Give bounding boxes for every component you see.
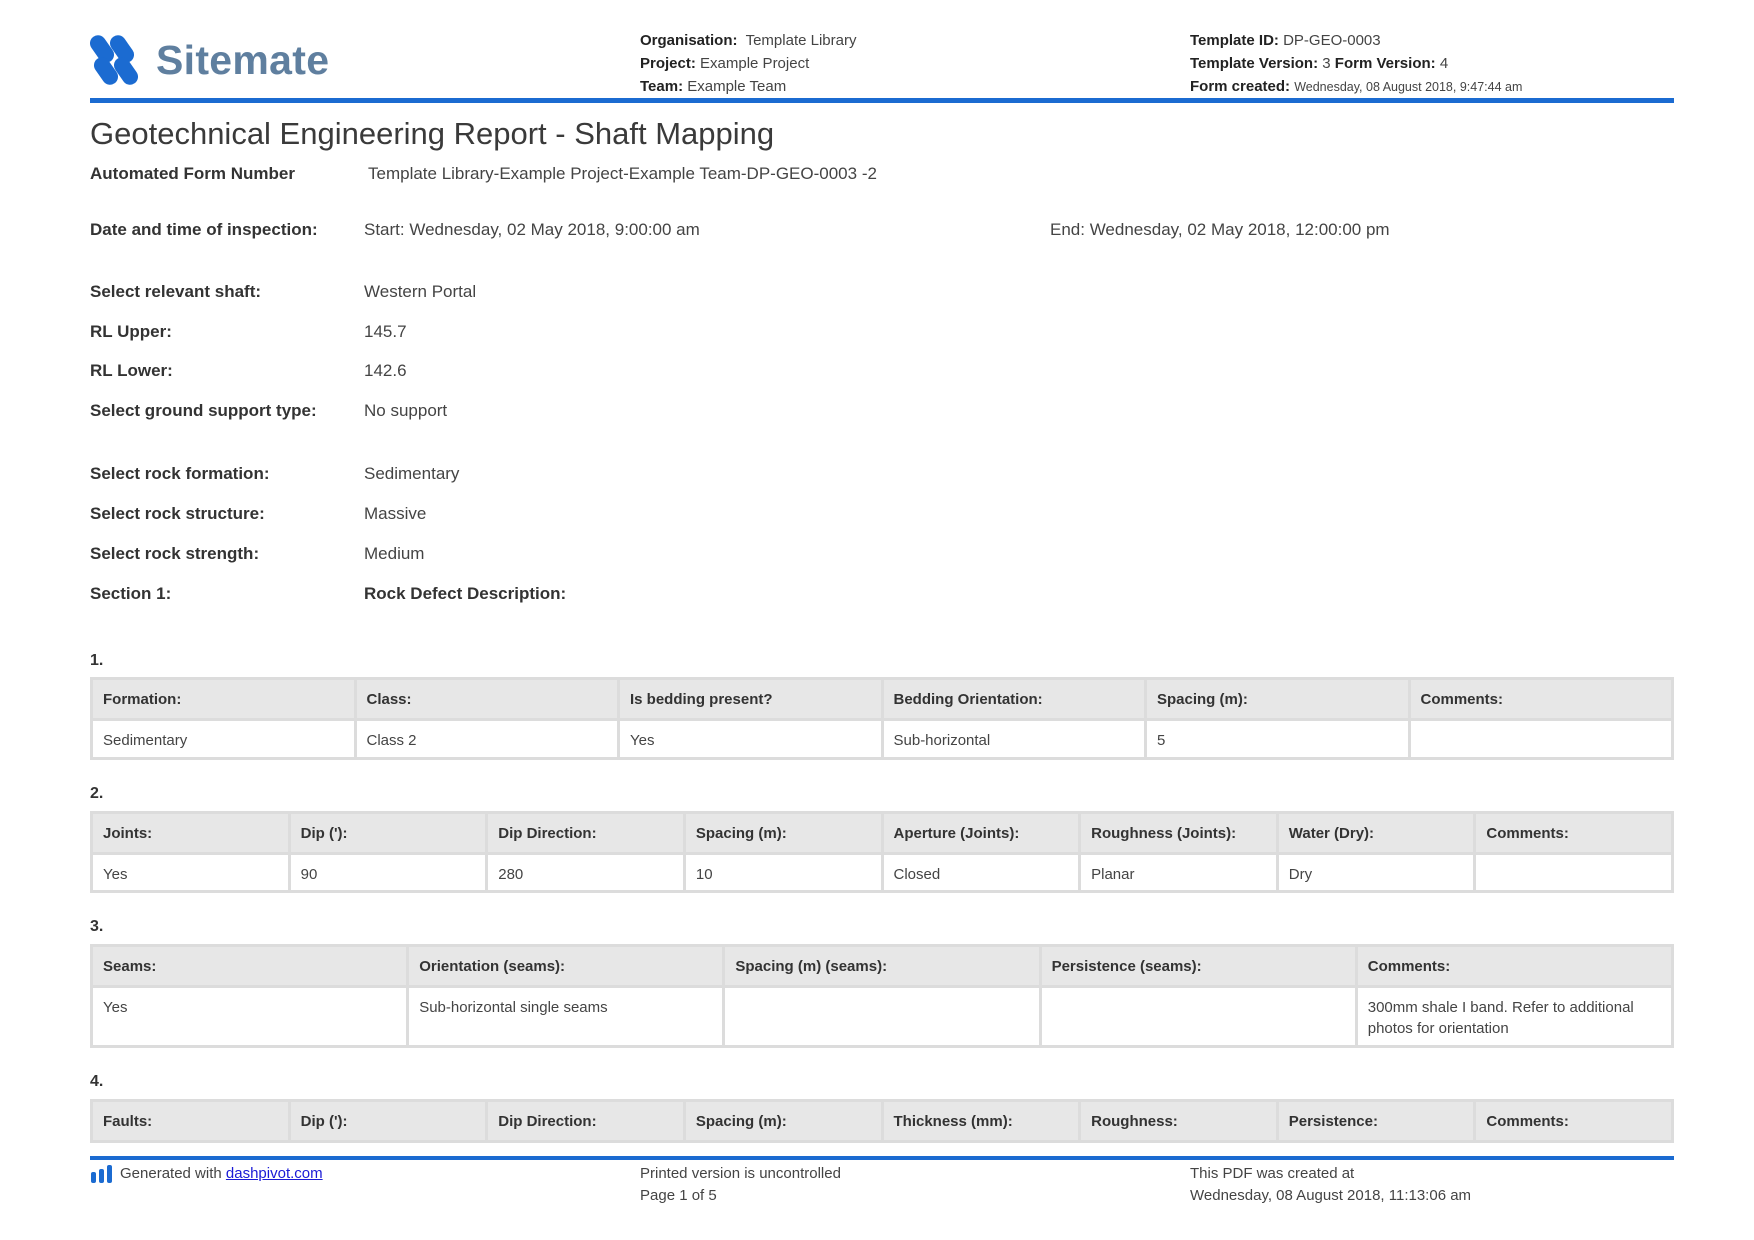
column-header: Spacing (m): — [684, 1101, 882, 1142]
field-label: Automated Form Number — [90, 164, 295, 183]
team-label: Team: — [640, 78, 684, 95]
report-page — [90, 0, 1674, 1240]
column-header: Roughness: — [1080, 1101, 1278, 1142]
organisation-value: Template Library — [745, 32, 857, 49]
table-cell: Dry — [1277, 854, 1475, 892]
table-cell: 300mm shale I band. Refer to additional photos for orientation — [1356, 987, 1672, 1047]
header-meta-template — [1190, 29, 1522, 99]
created-label: This PDF was created at — [1190, 1165, 1355, 1182]
table-cell: Planar — [1080, 854, 1278, 892]
uncontrolled-note: Printed version is uncontrolled — [640, 1165, 841, 1182]
field-value: Template Library-Example Project-Example Team-DP-GEO-0003 -2 — [368, 164, 877, 183]
field-label: Select relevant shaft: — [90, 282, 262, 301]
project-value: Example Project — [700, 55, 810, 72]
generated-prefix: Generated with — [120, 1165, 222, 1182]
sitemate-logo-icon — [90, 30, 138, 90]
table-cell — [1040, 987, 1356, 1047]
field-value: 145.7 — [364, 322, 407, 341]
footer-uncontrolled — [640, 1163, 841, 1207]
field-label: RL Lower: — [90, 361, 173, 380]
column-header: Comments: — [1356, 946, 1672, 987]
field-value: 142.6 — [364, 361, 407, 380]
table-cell: 5 — [1146, 720, 1410, 759]
table-header-row — [92, 813, 1673, 854]
field-label: RL Upper: — [90, 322, 172, 341]
field-value: Massive — [364, 504, 427, 523]
table-bedding — [90, 677, 1674, 760]
table-cell — [724, 987, 1040, 1047]
template-id-value: DP-GEO-0003 — [1283, 32, 1381, 49]
sitemate-logo — [90, 30, 329, 90]
table-cell: 280 — [487, 854, 685, 892]
column-header: Spacing (m) (seams): — [724, 946, 1040, 987]
field-label: Section 1: — [90, 584, 172, 603]
template-version-value: 3 — [1322, 55, 1331, 72]
table-cell: 10 — [684, 854, 882, 892]
organisation-label: Organisation: — [640, 32, 738, 49]
table-cell — [1475, 854, 1673, 892]
form-version-value: 4 — [1439, 55, 1449, 72]
column-header: Thickness (mm): — [882, 1101, 1080, 1142]
brand-name: Sitemate — [156, 36, 330, 83]
table-cell: Closed — [882, 854, 1080, 892]
field-label: Select ground support type: — [90, 401, 317, 420]
table-faults — [90, 1099, 1674, 1143]
column-header: Orientation (seams): — [408, 946, 724, 987]
column-header: Water (Dry): — [1277, 813, 1475, 854]
column-header: Dip Direction: — [487, 1101, 685, 1142]
field-value-start: Start: Wednesday, 02 May 2018, 9:00:00 am — [364, 220, 700, 239]
column-header: Persistence (seams): — [1040, 946, 1356, 987]
template-id-label: Template ID: — [1190, 32, 1279, 49]
column-header: Roughness (Joints): — [1080, 813, 1278, 854]
column-header: Comments: — [1475, 1101, 1673, 1142]
page-title: Geotechnical Engineering Report - Shaft Mapping — [90, 116, 775, 151]
column-header: Faults: — [92, 1101, 290, 1142]
table-cell: 90 — [289, 854, 487, 892]
table-cell: Sub-horizontal — [882, 720, 1146, 759]
field-value: Medium — [364, 544, 425, 563]
team-value: Example Team — [687, 78, 787, 95]
field-value-end: End: Wednesday, 02 May 2018, 12:00:00 pm — [1050, 220, 1390, 239]
column-header: Spacing (m): — [1146, 679, 1410, 720]
section-number: 2. — [90, 785, 104, 802]
header-meta-org — [640, 29, 856, 98]
table-cell: Class 2 — [355, 720, 619, 759]
field-label: Select rock formation: — [90, 464, 270, 483]
table-row — [92, 854, 1673, 892]
section-heading: Rock Defect Description: — [364, 584, 567, 603]
column-header: Bedding Orientation: — [882, 679, 1146, 720]
header-divider — [90, 98, 1674, 103]
column-header: Dip ('): — [289, 1101, 487, 1142]
table-cell: Sub-horizontal single seams — [408, 987, 724, 1047]
field-label: Date and time of inspection: — [90, 220, 318, 239]
field-label: Select rock structure: — [90, 504, 265, 523]
form-created-label: Form created: — [1190, 78, 1291, 95]
section-number: 4. — [90, 1073, 104, 1090]
table-seams — [90, 944, 1674, 1048]
template-version-label: Template Version: — [1190, 55, 1319, 72]
column-header: Dip ('): — [289, 813, 487, 854]
table-cell: Yes — [92, 987, 408, 1047]
section-number: 1. — [90, 652, 104, 669]
field-label: Select rock strength: — [90, 544, 260, 563]
column-header: Comments: — [1475, 813, 1673, 854]
table-header-row — [92, 946, 1673, 987]
column-header: Comments: — [1409, 679, 1673, 720]
footer-divider — [90, 1156, 1674, 1160]
table-cell: Yes — [619, 720, 883, 759]
table-row — [92, 987, 1673, 1047]
table-joints — [90, 811, 1674, 893]
column-header: Dip Direction: — [487, 813, 685, 854]
table-cell: Sedimentary — [92, 720, 356, 759]
column-header: Spacing (m): — [684, 813, 882, 854]
column-header: Formation: — [92, 679, 356, 720]
table-header-row — [92, 1101, 1673, 1142]
project-label: Project: — [640, 55, 696, 72]
field-value: No support — [364, 401, 448, 420]
field-value: Sedimentary — [364, 464, 460, 483]
column-header: Is bedding present? — [619, 679, 883, 720]
page-number: Page 1 of 5 — [640, 1187, 717, 1204]
field-value: Western Portal — [364, 282, 477, 301]
column-header: Aperture (Joints): — [882, 813, 1080, 854]
form-created-value: Wednesday, 08 August 2018, 9:47:44 am — [1294, 80, 1523, 94]
dashpivot-link[interactable]: dashpivot.com — [225, 1165, 323, 1182]
table-cell — [1409, 720, 1673, 759]
dashpivot-icon — [90, 1164, 114, 1184]
section-number: 3. — [90, 918, 104, 935]
form-version-label: Form Version: — [1334, 55, 1436, 72]
table-row — [92, 720, 1673, 759]
created-at: Wednesday, 08 August 2018, 11:13:06 am — [1190, 1187, 1472, 1204]
footer-created — [1190, 1163, 1471, 1207]
generated-with — [90, 1163, 323, 1185]
table-cell: Yes — [92, 854, 290, 892]
table-header-row — [92, 679, 1673, 720]
column-header: Class: — [355, 679, 619, 720]
column-header: Persistence: — [1277, 1101, 1475, 1142]
column-header: Seams: — [92, 946, 408, 987]
column-header: Joints: — [92, 813, 290, 854]
